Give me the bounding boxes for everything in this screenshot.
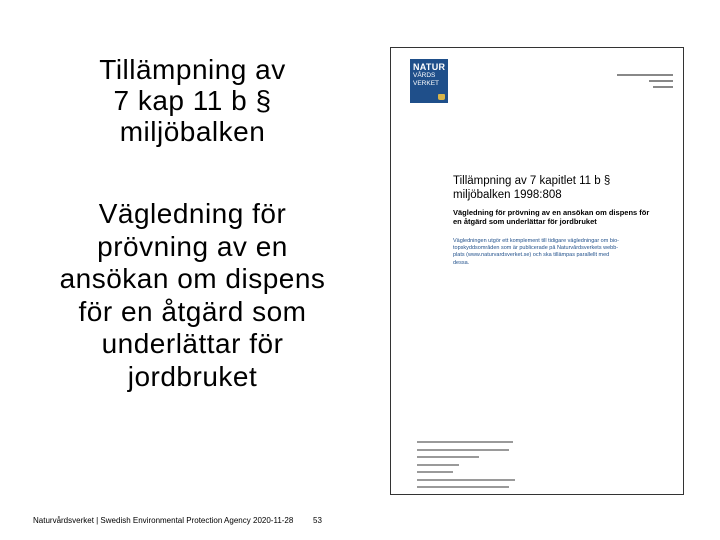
contact-line bbox=[417, 486, 509, 488]
logo-text: NATUR bbox=[413, 62, 446, 72]
document-subtitle-line: en åtgärd som underlättar för jordbruket bbox=[453, 217, 597, 226]
contact-line bbox=[417, 449, 509, 451]
slide-body bbox=[40, 198, 345, 393]
contact-line bbox=[417, 441, 513, 443]
document-title bbox=[453, 174, 673, 202]
document-intro-line: topskyddsområden som är publicerade på Naturvårdsverkets webb- bbox=[453, 245, 619, 252]
document-intro-line: plats (www.naturvardsverket.se) och ska tillämpas parallellt med bbox=[453, 252, 610, 259]
document-intro-line: Vägledningen utgör ett komplement till tidigare vägledningar om bio- bbox=[453, 238, 620, 244]
slide-body-line: ansökan om dispens bbox=[59, 263, 326, 294]
document-intro bbox=[453, 238, 673, 267]
document-cover-image bbox=[390, 47, 684, 495]
footer-page-number: 53 bbox=[313, 516, 322, 525]
footer-date: 2020-11-28 bbox=[253, 516, 294, 525]
slide-title-line: 7 kap 11 b § bbox=[113, 85, 272, 116]
contact-line bbox=[417, 479, 515, 481]
slide-body-line: jordbruket bbox=[127, 360, 258, 392]
slide-body-line: för en åtgärd som bbox=[78, 295, 307, 327]
slide-title bbox=[40, 54, 345, 147]
slide-body-line: Vägledning för bbox=[98, 198, 287, 229]
document-subtitle-line: Vägledning för prövning av en ansökan om dispens för bbox=[453, 208, 650, 217]
contact-line bbox=[417, 456, 479, 458]
logo-text: VÅRDS bbox=[413, 72, 436, 79]
document-meta-line bbox=[617, 74, 673, 76]
slide-body-line: underlättar för bbox=[101, 328, 284, 359]
document-subtitle bbox=[453, 208, 673, 226]
crown-icon bbox=[438, 94, 445, 100]
document-meta-line bbox=[649, 80, 673, 82]
slide-body-line: prövning av en bbox=[97, 230, 288, 262]
naturvardsverket-logo bbox=[410, 59, 448, 103]
slide-title-line: Tillämpning av bbox=[99, 54, 286, 85]
document-title-line: Tillämpning av 7 kapitlet 11 b § bbox=[453, 175, 611, 187]
document-contact-block bbox=[417, 441, 617, 494]
contact-line bbox=[417, 464, 459, 466]
footer-organization: Naturvårdsverket | Swedish Environmental Protection Agency bbox=[33, 516, 251, 525]
document-intro-line: dessa. bbox=[453, 259, 470, 266]
slide-title-line: miljöbalken bbox=[119, 116, 266, 147]
contact-line bbox=[417, 471, 453, 473]
document-meta-line bbox=[653, 86, 673, 88]
logo-text: VERKET bbox=[413, 80, 440, 87]
document-title-line: miljöbalken 1998:808 bbox=[453, 189, 562, 201]
